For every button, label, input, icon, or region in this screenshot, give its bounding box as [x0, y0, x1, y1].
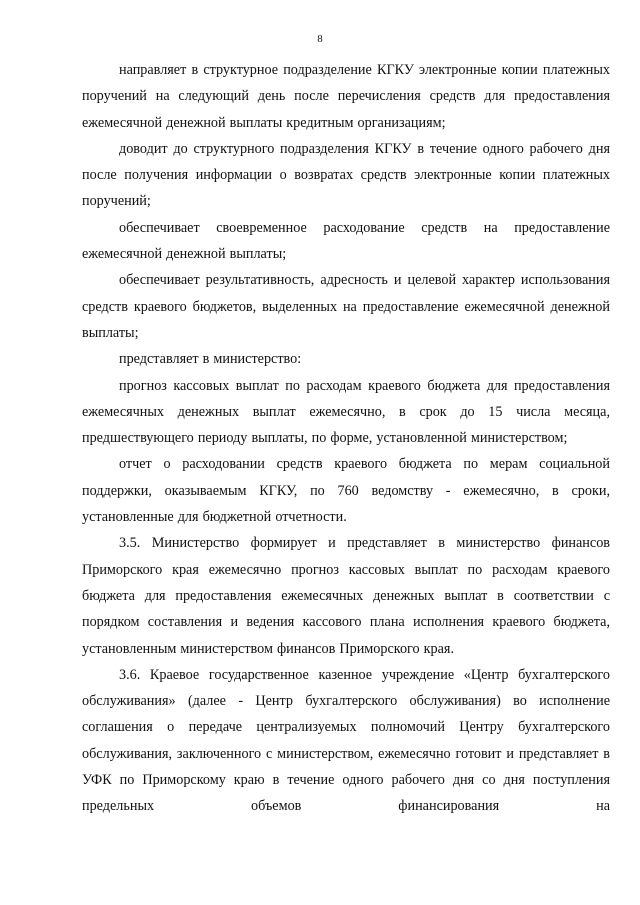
document-body [82, 57, 610, 820]
paragraph-section-3-6: 3.6. Краевое государственное казенное учреждение «Центр бухгалтерского обслуживания» (далее - Центр бухгалтерского обслуживания) во исполнение соглашения о передаче централизуемых полномочий Центру бухгалтерского обслуживания, заключенного с министерством, ежемесячно готовит и представляет в УФК по Приморскому краю в течение одного рабочего дня со дня поступления предельных объемов финансирования на [82, 666, 610, 815]
paragraph-effectiveness: обеспечивает результативность, адресность и целевой характер использования средств краевого бюджетов, выделенных на предоставление ежемесячной денежной выплаты; [82, 272, 610, 341]
paragraph-payment-forecast: прогноз кассовых выплат по расходам краевого бюджета для предоставления ежемесячных денежных выплат ежемесячно, в срок до 15 числа месяца, предшествующего периоду выплаты, по форме, установленной министерством; [82, 377, 610, 447]
page-number: 8 [317, 33, 323, 45]
paragraph-spending-report: отчет о расходовании средств краевого бюджета по мерам социальной поддержки, оказываемым КГКУ, по 760 ведомству - ежемесячно, в сроки, установленные для бюджетной отчетности. [82, 456, 610, 526]
paragraph-submits-to-ministry: представляет в министерство: [119, 351, 302, 368]
paragraph-transfer-copies: направляет в структурное подразделение КГКУ электронные копии платежных поручений на следующий день после перечисления средств для предоставления ежемесячной денежной выплаты кредитным организациям; [82, 62, 610, 131]
paragraph-timely-spending: обеспечивает своевременное расходование средств на предоставление ежемесячной денежной выплаты; [82, 219, 610, 263]
paragraph-section-3-5: 3.5. Министерство формирует и представляет в министерство финансов Приморского края ежемесячно прогноз кассовых выплат по расходам краевого бюджета для предоставления ежемесячных денежных выплат в соответствии с порядком составления и ведения кассового плана исполнения краевого бюджета, установленным министерством финансов Приморского края. [82, 535, 610, 657]
paragraph-return-info: доводит до структурного подразделения КГКУ в течение одного рабочего дня после получения информации о возвратах средств электронные копии платежных поручений; [82, 140, 610, 210]
